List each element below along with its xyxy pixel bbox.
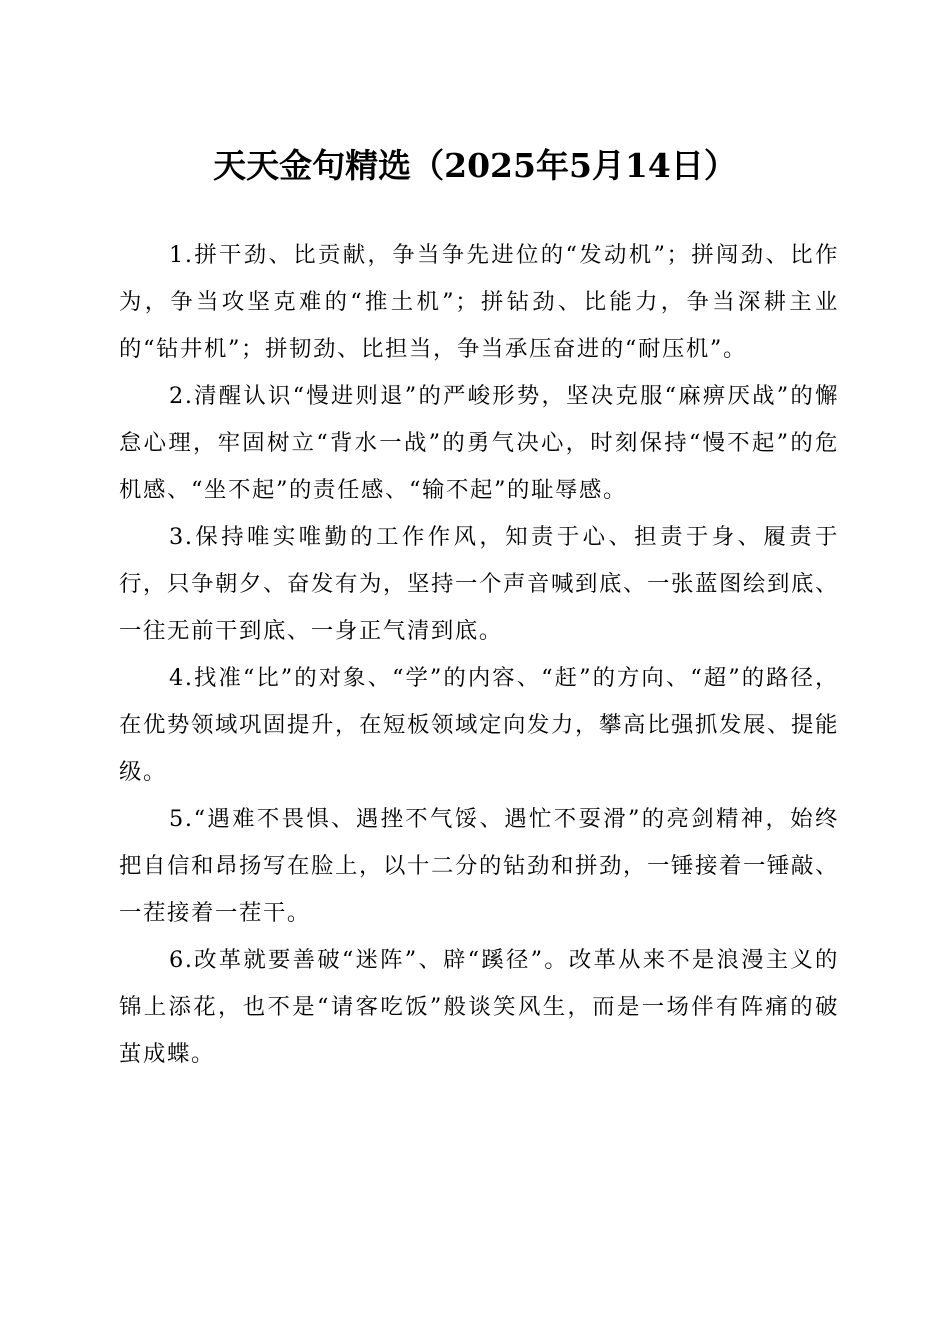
paragraph-4: 4.找准“比”的对象、“学”的内容、“赶”的方向、“超”的路径，在优势领域巩固提升，在短板领域定向发力，攀高比强抓发展、提能级。 [119, 665, 839, 785]
paragraph-1: 1.拼干劲、比贡献，争当争先进位的“发动机”；拼闯劲、比作为，争当攻坚克难的“推土机”；拼钻劲、比能力，争当深耕主业的“钻井机”；拼韧劲、比担当，争当承压奋进的“耐压机”。 [119, 242, 839, 362]
document-body [119, 232, 839, 1078]
paragraph-6: 6.改革就要善破“迷阵”、辟“蹊径”。改革从来不是浪漫主义的锦上添花，也不是“请客吃饭”般谈笑风生，而是一场伴有阵痛的破茧成蝶。 [119, 947, 839, 1067]
page-title: 天天金句精选（2025年5月14日） [213, 146, 737, 185]
paragraph-2: 2.清醒认识“慢进则退”的严峻形势，坚决克服“麻痹厌战”的懈怠心理，牢固树立“背水一战”的勇气决心，时刻保持“慢不起”的危机感、“坐不起”的责任感、“输不起”的耻辱感。 [119, 383, 839, 503]
paragraph-3: 3.保持唯实唯勤的工作作风，知责于心、担责于身、履责于行，只争朝夕、奋发有为，坚持一个声音喊到底、一张蓝图绘到底、一往无前干到底、一身正气清到底。 [119, 524, 839, 644]
paragraph-5: 5.“遇难不畏惧、遇挫不气馁、遇忙不耍滑”的亮剑精神，始终把自信和昂扬写在脸上，以十二分的钻劲和拼劲，一锤接着一锤敲、一茬接着一茬干。 [119, 806, 839, 926]
